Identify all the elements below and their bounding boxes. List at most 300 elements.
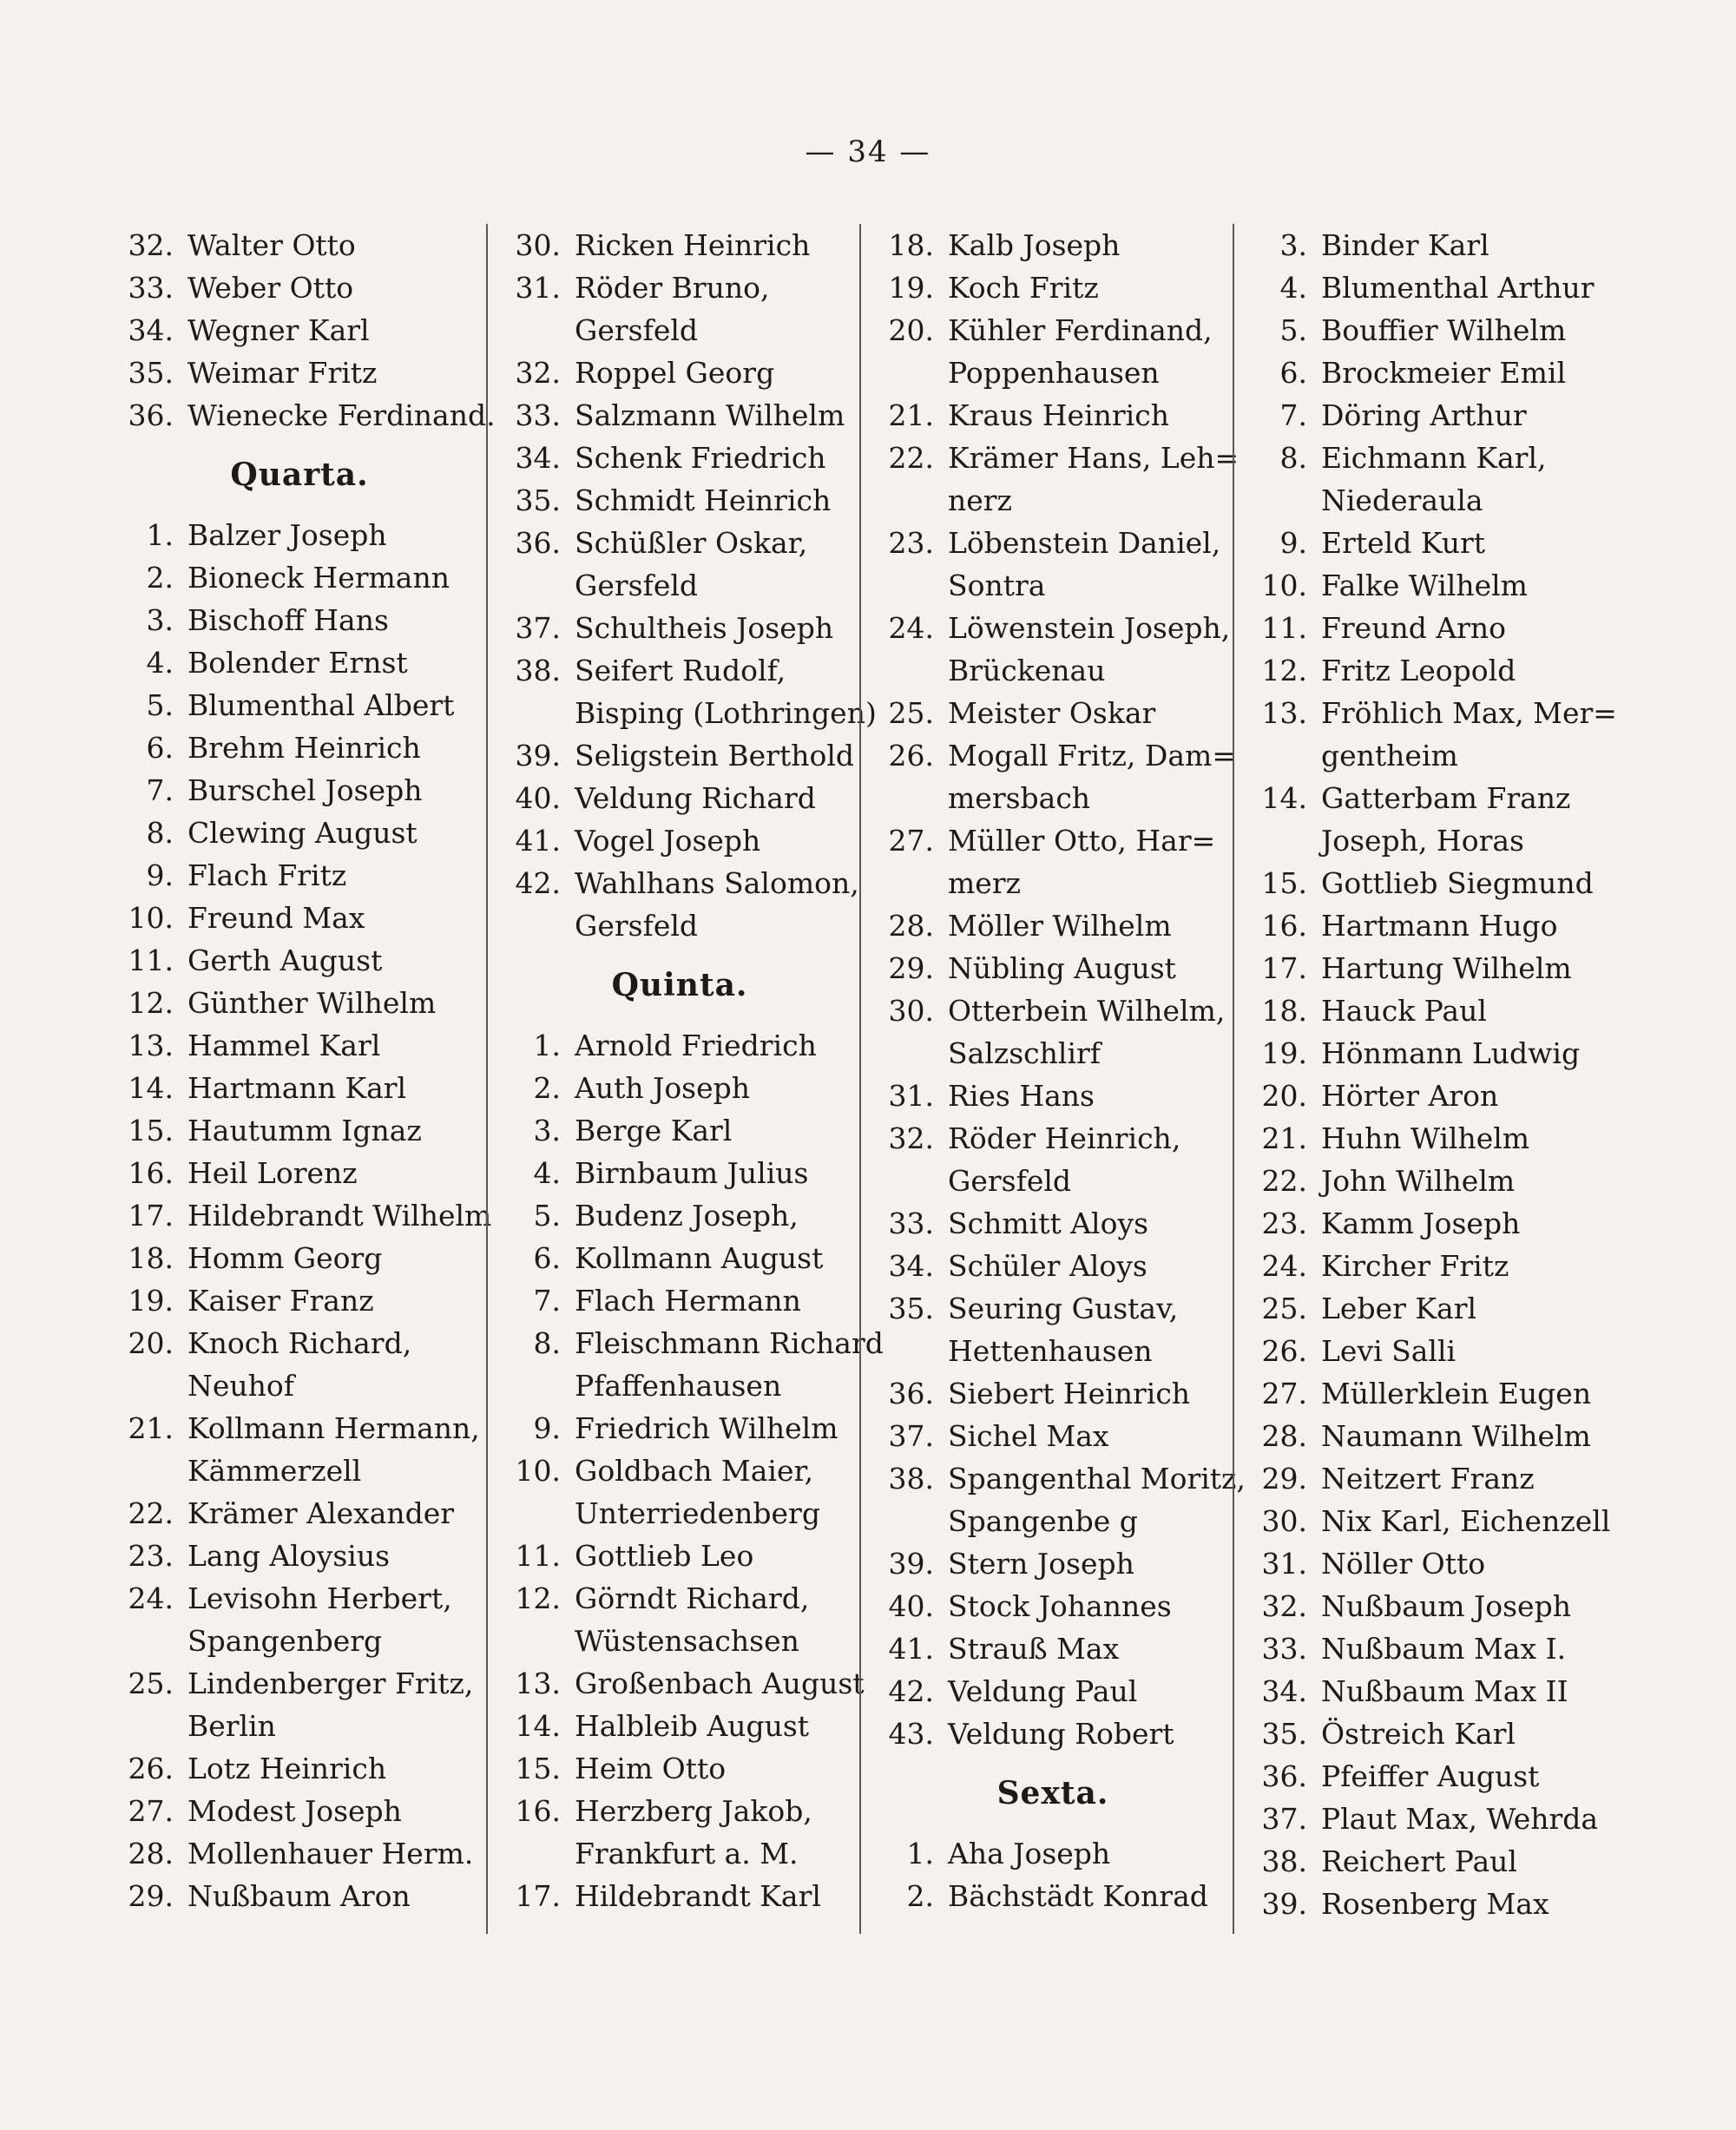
list-entry	[1246, 1245, 1602, 1287]
entry-number: 34.	[128, 313, 174, 347]
entry-name: Löwenstein Joseph,	[948, 611, 1231, 645]
entry-number: 18.	[1261, 994, 1307, 1028]
entry-name: Möller Wilhelm	[948, 909, 1172, 943]
list-entry	[113, 684, 486, 726]
entry-continuation: Gersfeld	[575, 909, 699, 943]
list-entry	[113, 556, 486, 599]
entry-name: Weber Otto	[187, 271, 354, 305]
entry-continuation: Unterriedenberg	[575, 1496, 820, 1530]
entry-number: 11.	[128, 943, 174, 977]
entry-name: Meister Oskar	[948, 696, 1156, 730]
list-entry	[113, 812, 486, 854]
entry-number: 26.	[128, 1752, 174, 1785]
list-entry	[873, 1245, 1233, 1287]
entry-name: Goldbach Maier,	[575, 1454, 814, 1488]
list-entry	[113, 1747, 486, 1790]
list-entry	[1246, 1415, 1602, 1457]
entry-name: Hartung Wilhelm	[1321, 951, 1572, 985]
list-entry	[873, 309, 1233, 352]
list-entry	[1246, 309, 1602, 352]
entry-name: Schenk Friedrich	[575, 441, 826, 475]
entry-number: 42.	[888, 1674, 934, 1708]
entry-number: 6.	[533, 1241, 561, 1275]
list-entry	[1246, 1457, 1602, 1500]
entry-number: 7.	[1279, 398, 1307, 432]
entry-name: Flach Hermann	[575, 1284, 801, 1318]
entry-name: Sichel Max	[948, 1419, 1109, 1453]
entry-name: Hauck Paul	[1321, 994, 1487, 1028]
list-entry	[1246, 1542, 1602, 1585]
list-entry	[500, 1747, 859, 1790]
list-entry	[873, 1075, 1233, 1117]
entry-number: 40.	[515, 781, 561, 815]
entry-name: Hammel Karl	[187, 1029, 381, 1062]
entry-number: 33.	[128, 271, 174, 305]
entry-name: Wahlhans Salomon,	[575, 866, 859, 900]
entry-number: 18.	[128, 1241, 174, 1275]
list-entry	[873, 819, 1233, 862]
entry-name: Kamm Joseph	[1321, 1206, 1521, 1240]
list-entry	[500, 352, 859, 394]
entry-number: 2.	[533, 1071, 561, 1105]
entry-number: 27.	[1261, 1377, 1307, 1410]
entry-name: Döring Arthur	[1321, 398, 1527, 432]
entry-name: Strauß Max	[948, 1632, 1120, 1666]
entry-number: 1.	[533, 1029, 561, 1062]
entry-continuation: Neuhof	[187, 1369, 294, 1403]
entry-number: 16.	[1261, 909, 1307, 943]
entry-number: 20.	[888, 313, 934, 347]
entry-number: 23.	[888, 526, 934, 560]
list-entry	[113, 1832, 486, 1875]
entry-number: 11.	[515, 1539, 561, 1573]
list-entry	[113, 1067, 486, 1109]
entry-number: 41.	[888, 1632, 934, 1666]
list-entry	[113, 224, 486, 266]
list-entry	[113, 1790, 486, 1832]
list-entry	[500, 1067, 859, 1109]
entry-number: 13.	[128, 1029, 174, 1062]
entry-number: 16.	[128, 1156, 174, 1190]
entry-name: Herzberg Jakob,	[575, 1794, 812, 1828]
list-entry	[500, 1407, 859, 1450]
list-entry	[500, 1577, 859, 1620]
entry-name: Freund Max	[187, 901, 365, 935]
entry-name: Müllerklein Eugen	[1321, 1377, 1592, 1410]
entry-name: Blumenthal Albert	[187, 688, 455, 722]
entry-name: Erteld Kurt	[1321, 526, 1486, 560]
entry-name: Freund Arno	[1321, 611, 1507, 645]
entry-continuation: Frankfurt a. M.	[575, 1837, 799, 1870]
entry-name: Wienecke Ferdinand.	[187, 398, 496, 432]
entry-number: 34.	[1261, 1674, 1307, 1708]
list-entry	[1246, 989, 1602, 1032]
list-entry	[113, 1535, 486, 1577]
entry-name: Homm Georg	[187, 1241, 383, 1275]
entry-number: 41.	[515, 824, 561, 858]
list-entry	[873, 1627, 1233, 1670]
entry-number: 17.	[128, 1199, 174, 1233]
list-entry	[873, 734, 1236, 777]
entry-name: Reichert Paul	[1321, 1844, 1517, 1878]
entry-number: 32.	[128, 228, 174, 262]
entry-number: 26.	[1261, 1334, 1307, 1368]
list-entry	[500, 1237, 859, 1279]
entry-continuation: Joseph, Horas	[1321, 824, 1524, 858]
list-entry	[1246, 777, 1602, 819]
list-entry	[500, 1194, 859, 1237]
entry-name: Hautumm Ignaz	[187, 1114, 422, 1147]
entry-number: 11.	[1261, 611, 1307, 645]
list-entry	[873, 692, 1233, 734]
entry-name: Veldung Richard	[575, 781, 816, 815]
entry-number: 22.	[888, 441, 934, 475]
list-entry	[1246, 224, 1602, 266]
list-entry	[113, 352, 486, 394]
entry-name: Brockmeier Emil	[1321, 356, 1567, 390]
entry-name: Plaut Max, Wehrda	[1321, 1802, 1599, 1836]
list-entry	[500, 394, 859, 437]
entry-number: 30.	[515, 228, 561, 262]
list-entry	[1246, 1202, 1602, 1245]
list-entry	[873, 1287, 1233, 1330]
list-entry	[873, 904, 1233, 947]
entry-name: Halbleib August	[575, 1709, 810, 1743]
entry-name: Roppel Georg	[575, 356, 775, 390]
entry-name: Mollenhauer Herm.	[187, 1837, 474, 1870]
entry-name: Siebert Heinrich	[948, 1377, 1191, 1410]
list-entry	[1246, 522, 1602, 564]
entry-number: 19.	[888, 271, 934, 305]
list-entry	[500, 1705, 859, 1747]
entry-number: 36.	[1261, 1759, 1307, 1793]
list-entry	[500, 1024, 859, 1067]
entry-number: 10.	[1261, 569, 1307, 602]
entry-number: 21.	[888, 398, 934, 432]
entry-name: Ricken Heinrich	[575, 228, 811, 262]
entry-number: 23.	[128, 1539, 174, 1573]
list-entry	[113, 726, 486, 769]
entry-name: Falke Wilhelm	[1321, 569, 1528, 602]
entry-number: 38.	[888, 1462, 934, 1496]
entry-number: 27.	[888, 824, 934, 858]
entry-number: 29.	[888, 951, 934, 985]
entry-name: Spangenthal Moritz,	[948, 1462, 1246, 1496]
list-entry	[500, 266, 859, 309]
entry-name: Hönmann Ludwig	[1321, 1036, 1581, 1070]
entry-number: 35.	[515, 483, 561, 517]
entry-name: Hörter Aron	[1321, 1079, 1499, 1113]
entry-continuation: Spangenberg	[187, 1624, 383, 1658]
entry-number: 25.	[888, 696, 934, 730]
name-list-columns	[113, 224, 1617, 1934]
entry-name: Nußbaum Joseph	[1321, 1589, 1571, 1623]
column-1	[113, 224, 496, 1934]
list-entry	[873, 1117, 1233, 1160]
entry-number: 14.	[515, 1709, 561, 1743]
list-entry	[873, 1585, 1233, 1627]
list-entry	[113, 394, 496, 437]
list-entry	[1246, 904, 1602, 947]
entry-number: 2.	[906, 1879, 934, 1913]
entry-name: Birnbaum Julius	[575, 1156, 809, 1190]
entry-name: Veldung Paul	[948, 1674, 1138, 1708]
list-entry	[873, 1415, 1233, 1457]
entry-name: Schmitt Aloys	[948, 1206, 1149, 1240]
list-entry	[1246, 266, 1602, 309]
entry-name: Seuring Gustav,	[948, 1292, 1179, 1325]
list-entry	[873, 1542, 1233, 1585]
entry-name: Östreich Karl	[1321, 1717, 1516, 1751]
entry-number: 4.	[533, 1156, 561, 1190]
entry-name: Friedrich Wilhelm	[575, 1411, 838, 1445]
entry-continuation: Niederaula	[1321, 483, 1483, 517]
entry-continuation: Spangenbe g	[948, 1504, 1138, 1538]
entry-number: 38.	[1261, 1844, 1307, 1878]
list-entry	[1246, 1075, 1602, 1117]
list-entry	[1246, 352, 1602, 394]
entry-number: 8.	[146, 816, 174, 850]
entry-number: 19.	[128, 1284, 174, 1318]
entry-name: Nußbaum Aron	[187, 1879, 411, 1913]
entry-number: 2.	[146, 561, 174, 595]
entry-number: 23.	[1261, 1206, 1307, 1240]
entry-name: Hartmann Hugo	[1321, 909, 1558, 943]
entry-name: Fritz Leopold	[1321, 654, 1516, 687]
entry-name: Kircher Fritz	[1321, 1249, 1509, 1283]
list-entry	[113, 514, 486, 556]
entry-name: Krämer Alexander	[187, 1496, 455, 1530]
entry-name: Modest Joseph	[187, 1794, 402, 1828]
entry-name: Röder Heinrich,	[948, 1121, 1181, 1155]
list-entry	[500, 777, 859, 819]
entry-name: Schultheis Joseph	[575, 611, 834, 645]
entry-name: Fleischmann Richard	[575, 1326, 884, 1360]
list-entry	[1246, 1160, 1602, 1202]
entry-name: Ries Hans	[948, 1079, 1095, 1113]
list-entry	[873, 1372, 1233, 1415]
list-entry	[1246, 394, 1602, 437]
entry-number: 14.	[1261, 781, 1307, 815]
page-number: — 34 —	[805, 135, 931, 169]
list-entry	[1246, 1670, 1602, 1713]
list-entry	[1246, 1330, 1602, 1372]
entry-name: Seligstein Berthold	[575, 739, 855, 772]
list-entry	[873, 224, 1233, 266]
entry-number: 15.	[1261, 866, 1307, 900]
entry-number: 13.	[1261, 696, 1307, 730]
entry-number: 10.	[128, 901, 174, 935]
entry-number: 33.	[515, 398, 561, 432]
list-entry	[1246, 692, 1617, 734]
list-entry	[873, 1832, 1233, 1875]
entry-number: 37.	[888, 1419, 934, 1453]
entry-name: Gerth August	[187, 943, 383, 977]
entry-name: Binder Karl	[1321, 228, 1489, 262]
entry-continuation: Berlin	[187, 1709, 276, 1743]
entry-number: 5.	[533, 1199, 561, 1233]
list-entry	[113, 641, 486, 684]
entry-name: Fröhlich Max, Mer=	[1321, 696, 1617, 730]
entry-name: Stock Johannes	[948, 1589, 1172, 1623]
entry-name: Nübling August	[948, 951, 1176, 985]
entry-name: Nix Karl, Eichenzell	[1321, 1504, 1611, 1538]
list-entry	[1246, 1755, 1602, 1798]
list-entry	[1246, 947, 1602, 989]
entry-name: John Wilhelm	[1321, 1164, 1516, 1198]
list-entry	[113, 1194, 492, 1237]
list-entry	[500, 1790, 859, 1832]
entry-continuation: Bisping (Lothringen)	[575, 696, 877, 730]
entry-number: 37.	[515, 611, 561, 645]
entry-name: Kühler Ferdinand,	[948, 313, 1213, 347]
list-entry	[500, 224, 859, 266]
entry-number: 5.	[146, 688, 174, 722]
class-heading: Sexta.	[996, 1775, 1109, 1811]
list-entry	[500, 479, 859, 522]
entry-number: 15.	[515, 1752, 561, 1785]
entry-name: Krämer Hans, Leh=	[948, 441, 1240, 475]
entry-name: Walter Otto	[187, 228, 356, 262]
list-entry	[500, 1535, 859, 1577]
list-entry	[1246, 649, 1602, 692]
entry-continuation: nerz	[948, 483, 1012, 517]
entry-number: 9.	[146, 858, 174, 892]
entry-number: 3.	[1279, 228, 1307, 262]
entry-number: 12.	[1261, 654, 1307, 687]
entry-number: 24.	[1261, 1249, 1307, 1283]
entry-name: Eichmann Karl,	[1321, 441, 1547, 475]
entry-continuation: Poppenhausen	[948, 356, 1160, 390]
entry-name: Veldung Robert	[948, 1717, 1174, 1751]
entry-name: Lotz Heinrich	[187, 1752, 387, 1785]
column-3	[859, 224, 1246, 1934]
list-entry	[1246, 607, 1602, 649]
list-entry	[500, 607, 859, 649]
list-entry	[113, 599, 486, 641]
entry-number: 15.	[128, 1114, 174, 1147]
entry-number: 33.	[1261, 1632, 1307, 1666]
entry-number: 12.	[128, 986, 174, 1020]
entry-number: 34.	[888, 1249, 934, 1283]
entry-number: 24.	[888, 611, 934, 645]
entry-number: 10.	[515, 1454, 561, 1488]
entry-name: Levi Salli	[1321, 1334, 1457, 1368]
entry-number: 6.	[146, 731, 174, 765]
entry-continuation: Sontra	[948, 569, 1046, 602]
entry-number: 7.	[533, 1284, 561, 1318]
entry-name: Budenz Joseph,	[575, 1199, 799, 1233]
entry-name: Pfeiffer August	[1321, 1759, 1540, 1793]
entry-name: Nußbaum Max I.	[1321, 1632, 1567, 1666]
list-entry	[500, 862, 859, 904]
list-entry	[873, 437, 1240, 479]
entry-number: 27.	[128, 1794, 174, 1828]
entry-number: 4.	[146, 646, 174, 680]
class-heading: Quinta.	[611, 967, 748, 1003]
list-entry	[500, 1875, 859, 1917]
entry-number: 36.	[515, 526, 561, 560]
entry-name: Clewing August	[187, 816, 418, 850]
entry-name: Stern Joseph	[948, 1547, 1134, 1581]
entry-name: Bischoff Hans	[187, 603, 389, 637]
entry-name: Schüßler Oskar,	[575, 526, 808, 560]
entry-number: 3.	[146, 603, 174, 637]
entry-number: 35.	[1261, 1717, 1307, 1751]
entry-name: Koch Fritz	[948, 271, 1099, 305]
list-entry	[500, 1279, 859, 1322]
list-entry	[1246, 862, 1602, 904]
entry-number: 33.	[888, 1206, 934, 1240]
entry-name: Burschel Joseph	[187, 773, 423, 807]
entry-name: Naumann Wilhelm	[1321, 1419, 1591, 1453]
list-entry	[873, 266, 1233, 309]
entry-name: Auth Joseph	[575, 1071, 751, 1105]
entry-name: Hildebrandt Karl	[575, 1879, 821, 1913]
entry-name: Salzmann Wilhelm	[575, 398, 845, 432]
entry-number: 35.	[128, 356, 174, 390]
entry-name: Kaiser Franz	[187, 1284, 374, 1318]
list-entry	[500, 734, 859, 777]
entry-number: 32.	[515, 356, 561, 390]
list-entry	[113, 1662, 486, 1705]
entry-number: 17.	[515, 1879, 561, 1913]
entry-name: Müller Otto, Har=	[948, 824, 1216, 858]
entry-name: Großenbach August	[575, 1667, 865, 1700]
list-entry	[1246, 1117, 1602, 1160]
entry-name: Gottlieb Siegmund	[1321, 866, 1594, 900]
list-entry	[113, 1152, 486, 1194]
entry-number: 9.	[533, 1411, 561, 1445]
entry-number: 30.	[1261, 1504, 1307, 1538]
entry-name: Hildebrandt Wilhelm	[187, 1199, 492, 1233]
entry-name: Görndt Richard,	[575, 1581, 810, 1615]
entry-number: 39.	[1261, 1887, 1307, 1921]
entry-name: Flach Fritz	[187, 858, 347, 892]
entry-number: 22.	[128, 1496, 174, 1530]
column-2	[486, 224, 884, 1934]
entry-name: Hartmann Karl	[187, 1071, 407, 1105]
entry-number: 39.	[888, 1547, 934, 1581]
list-entry	[873, 607, 1233, 649]
entry-number: 28.	[128, 1837, 174, 1870]
entry-number: 31.	[888, 1079, 934, 1113]
entry-name: Schmidt Heinrich	[575, 483, 832, 517]
entry-number: 7.	[146, 773, 174, 807]
entry-number: 4.	[1279, 271, 1307, 305]
list-entry	[113, 1577, 486, 1620]
list-entry	[873, 947, 1233, 989]
entry-number: 36.	[128, 398, 174, 432]
entry-name: Aha Joseph	[948, 1837, 1111, 1870]
list-entry	[1246, 1713, 1602, 1755]
list-entry	[113, 1237, 486, 1279]
list-entry	[500, 819, 859, 862]
list-entry	[113, 309, 486, 352]
list-entry	[1246, 1500, 1611, 1542]
entry-name: Huhn Wilhelm	[1321, 1121, 1530, 1155]
entry-number: 25.	[128, 1667, 174, 1700]
entry-number: 19.	[1261, 1036, 1307, 1070]
entry-number: 25.	[1261, 1292, 1307, 1325]
entry-number: 34.	[515, 441, 561, 475]
entry-name: Vogel Joseph	[575, 824, 761, 858]
entry-number: 20.	[128, 1326, 174, 1360]
list-entry	[873, 1670, 1233, 1713]
entry-continuation: mersbach	[948, 781, 1091, 815]
entry-name: Levisohn Herbert,	[187, 1581, 452, 1615]
entry-name: Kraus Heinrich	[948, 398, 1169, 432]
